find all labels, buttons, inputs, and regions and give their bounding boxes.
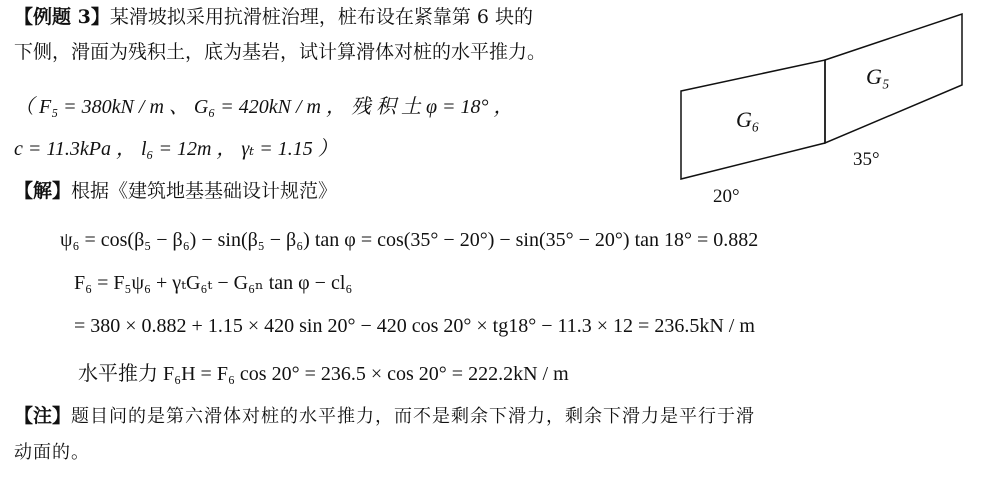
angle-35-label: 35° bbox=[853, 149, 880, 170]
solution-tag: 【解】 bbox=[14, 180, 72, 202]
problem-text-1: 某滑坡拟采用抗滑桩治理，桩布设在紧靠第 6 块的 bbox=[109, 6, 534, 28]
angle-20-label: 20° bbox=[713, 186, 740, 207]
problem-line-2: 下侧，滑面为残积土，底为基岩，试计算滑体对桩的水平推力。 bbox=[14, 41, 547, 63]
note-line-1 bbox=[14, 403, 755, 430]
slide-block-g5 bbox=[825, 14, 962, 143]
problem-given-values: （ F₅ = 380kN / m 、 G₆ = 420kN / m ， 残 积 土 φ = 18° ， bbox=[14, 96, 514, 118]
equation-horizontal-thrust: 水平推力 F₆H = F₆ cos 20° = 236.5 × cos 20° = 222.2kN / m bbox=[78, 363, 569, 385]
equation-f6: F₆ = F₅ψ₆ + γₜG₆ₜ − G₆ₙ tan φ − cl₆ bbox=[74, 272, 353, 294]
label-g6: G₆ bbox=[736, 107, 760, 132]
equation-f6-value: = 380 × 0.882 + 1.15 × 420 sin 20° − 420 cos 20° × tg18° − 11.3 × 12 = 236.5kN / m bbox=[74, 315, 755, 337]
equation-psi6: ψ₆ = cos(β₅ − β₆) − sin(β₅ − β₆) tan φ = cos(35° − 20°) − sin(35° − 20°) tan 18° = 0.882 bbox=[60, 229, 759, 251]
note-tag: 【注】 bbox=[14, 405, 72, 427]
solution-basis: 根据《建筑地基基础设计规范》 bbox=[71, 180, 338, 202]
solution-heading bbox=[14, 178, 337, 204]
note-line-2: 动面的。 bbox=[14, 442, 90, 463]
problem-given-values-2: c = 11.3kPa ， l₆ = 12m ， γₜ = 1.15 ） bbox=[14, 138, 338, 160]
example-tag: 【例题 3】 bbox=[14, 6, 110, 28]
note-text-1: 题目问的是第六滑体对桩的水平推力，而不是剩余下滑力，剩余下滑力是平行于滑 bbox=[71, 406, 756, 427]
label-g5: G₅ bbox=[866, 64, 890, 89]
